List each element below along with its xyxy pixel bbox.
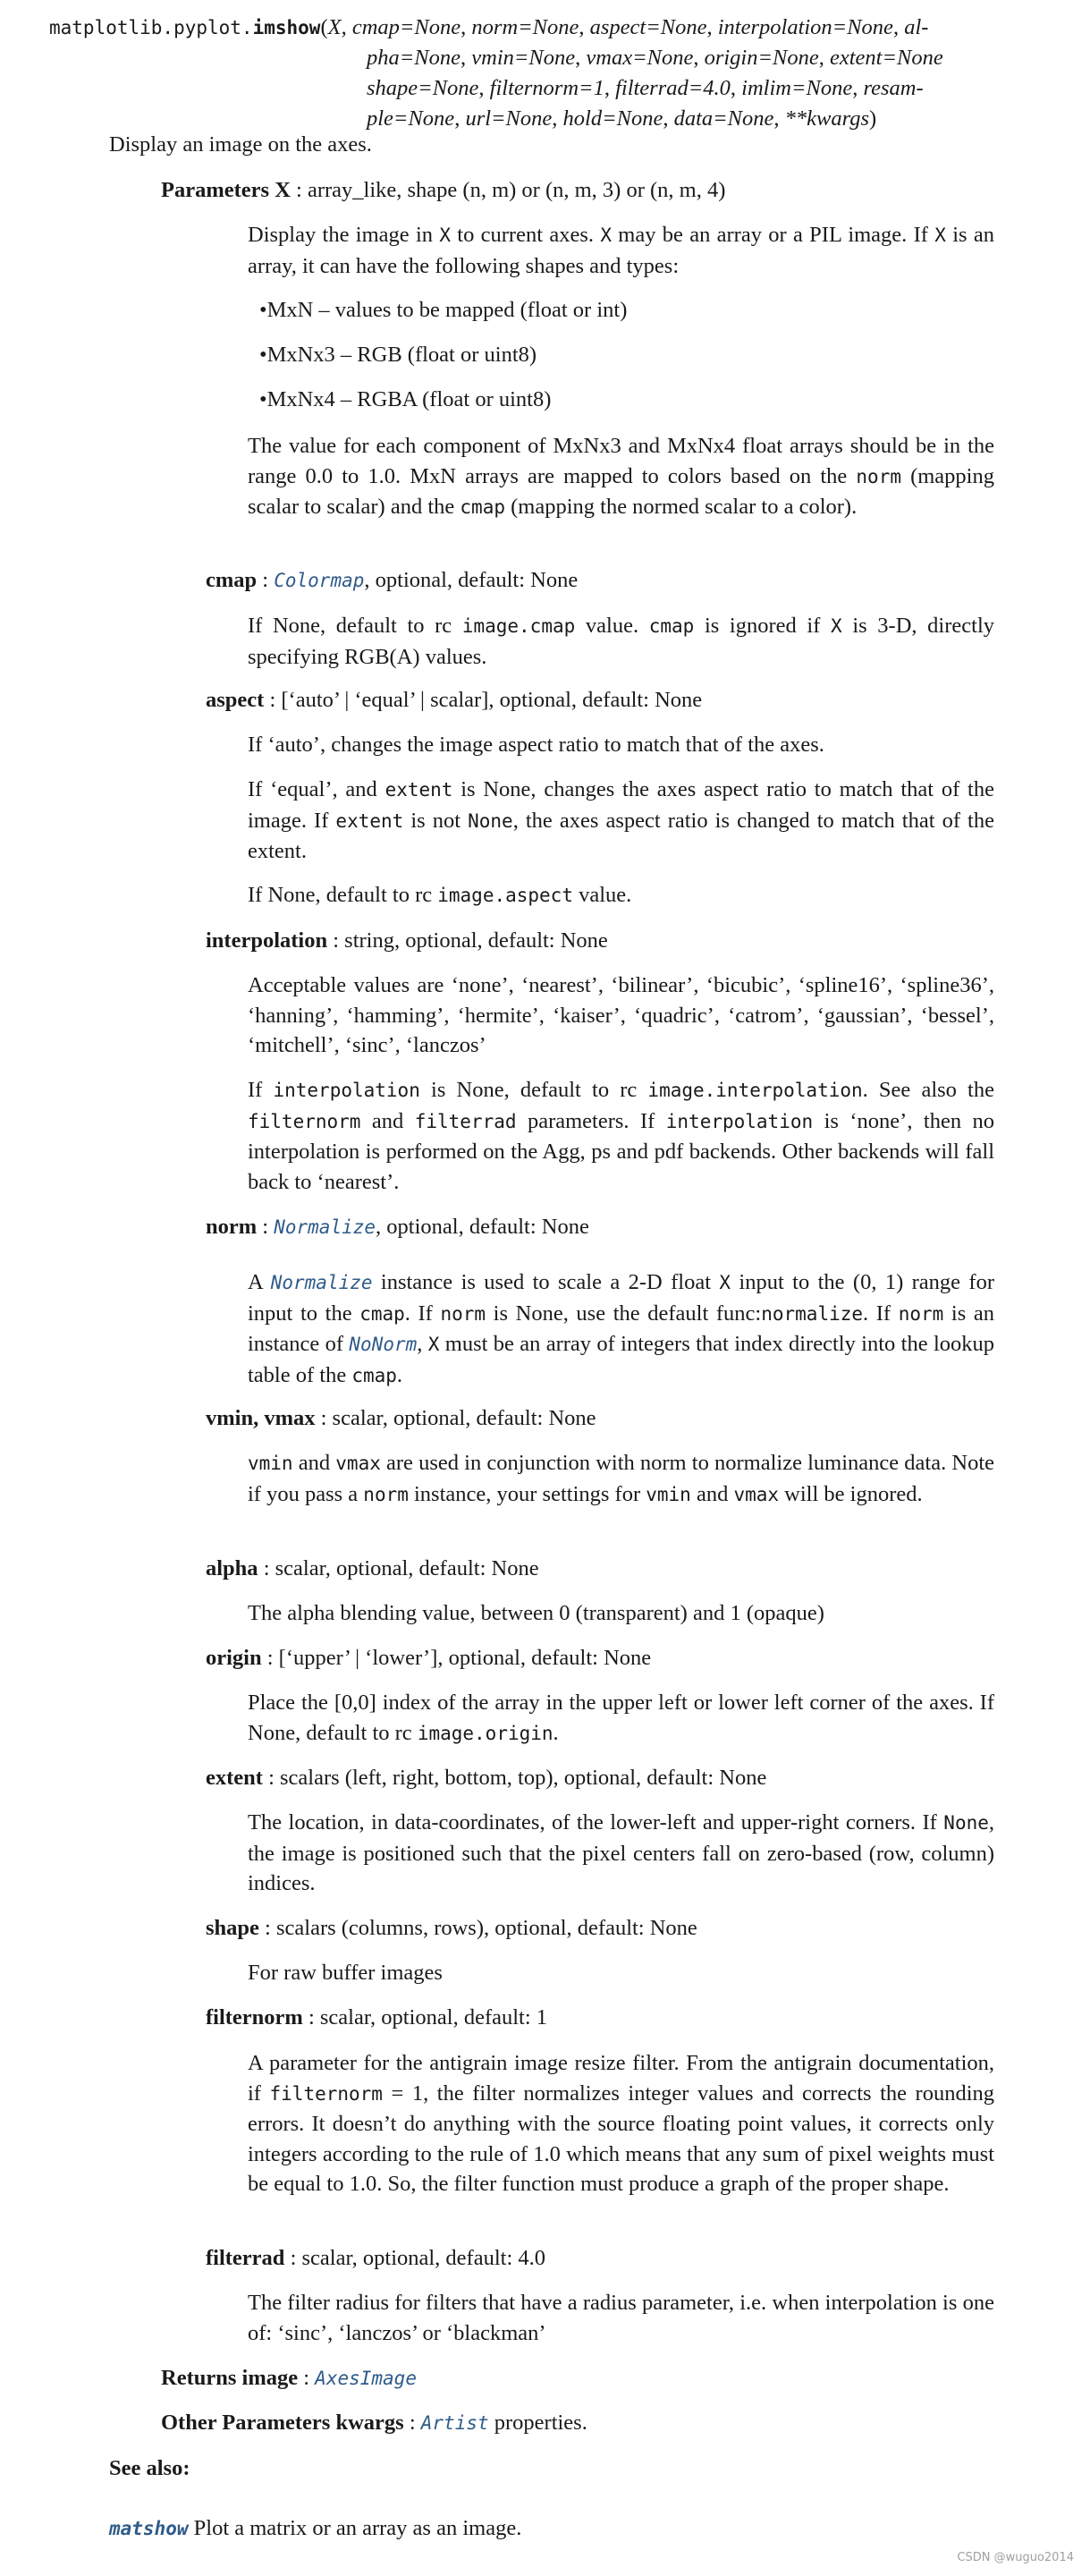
param-aspect-desc-1: If ‘auto’, changes the image aspect ratio to match that of the axes.: [248, 733, 824, 757]
param-x-desc: Display the image in X to current axes. X may be an array or a PIL image. If X is an array, it can have the following shapes and types:: [248, 223, 994, 278]
param-x-range-desc: The value for each component of MxNx3 and MxNx4 float arrays should be in the range 0.0 to 1.0. MxN arrays are mapped to colors based on the norm (mapping scalar to scalar) and the cmap (mapping the normed scalar to a color).: [248, 434, 994, 519]
nonorm-link[interactable]: NoNorm: [349, 1334, 418, 1355]
artist-link[interactable]: Artist: [420, 2412, 489, 2434]
param-vmin-vmax-header: vmin, vmax : scalar, optional, default: None: [206, 1406, 596, 1430]
param-shape-desc: For raw buffer images: [248, 1961, 443, 1985]
matshow-link[interactable]: matshow: [109, 2518, 189, 2539]
param-x-header: Parameters X : array_like, shape (n, m) or (n, m, 3) or (n, m, 4): [161, 178, 726, 202]
list-item: •MxNx4 – RGBA (float or uint8): [259, 387, 552, 411]
see-also-title: See also:: [109, 2456, 190, 2480]
param-extent-desc: The location, in data-coordinates, of the lower-left and upper-right corners. If None, the image is positioned such that the pixel centers fall on zero-based (row, column) indices.: [248, 1810, 994, 1895]
param-filternorm-header: filternorm : scalar, optional, default: 1: [206, 2005, 548, 2029]
summary: Display an image on the axes.: [109, 132, 372, 157]
param-norm-header: norm : Normalize, optional, default: None: [206, 1215, 589, 1239]
param-interpolation-desc-2: If interpolation is None, default to rc image.interpolation. See also the filternorm and filterrad parameters. If interpolation is ‘none’, then no interpolation is performed on the Agg, ps and pdf backends. Other backends will fall back to ‘nearest’.: [248, 1078, 995, 1194]
param-interpolation-desc-1: Acceptable values are ‘none’, ‘nearest’, ‘bilinear’, ‘bicubic’, ‘spline16’, ‘spline36’, ‘hanning’, ‘hamming’, ‘hermite’, ‘kaiser’, ‘quadric’, ‘catrom’, ‘gaussian’, ‘bessel’, ‘mitchell’, ‘sinc’, ‘lanczos’: [248, 973, 994, 1057]
param-cmap-desc: If None, default to rc image.cmap value. cmap is ignored if X is 3-D, directly specifying RGB(A) values.: [248, 614, 995, 669]
param-vmin-vmax-desc: vmin and vmax are used in conjunction with norm to normalize luminance data. Note if you pass a norm instance, your settings for vmin and vmax will be ignored.: [248, 1451, 995, 1506]
param-aspect-desc-2: If ‘equal’, and extent is None, changes the axes aspect ratio to match that of the image. If extent is not None, the axes aspect ratio is changed to match that of the extent.: [248, 777, 994, 863]
axesimage-link[interactable]: AxesImage: [315, 2368, 417, 2389]
param-extent-header: extent : scalars (left, right, bottom, top), optional, default: None: [206, 1766, 767, 1790]
shape-list: [259, 295, 627, 429]
sig-function-name: imshow: [252, 17, 321, 38]
param-interpolation-header: interpolation : string, optional, default: None: [206, 928, 608, 953]
param-shape-header: shape : scalars (columns, rows), optional, default: None: [206, 1916, 697, 1940]
param-filterrad-header: filterrad : scalar, optional, default: 4.0: [206, 2246, 546, 2270]
other-parameters: Other Parameters kwargs : Artist properties.: [161, 2411, 587, 2435]
param-origin-header: origin : [‘upper’ | ‘lower’], optional, default: None: [206, 1646, 652, 1670]
param-norm-desc: A Normalize instance is used to scale a 2-D float X input to the (0, 1) range for input to the cmap. If norm is None, use the default func:normalize. If norm is an instance of NoNorm, X must be an array of integers that index directly into the lookup table of the cmap.: [248, 1270, 994, 1387]
param-cmap-header: cmap : Colormap, optional, default: None: [206, 568, 579, 592]
param-alpha-desc: The alpha blending value, between 0 (transparent) and 1 (opaque): [248, 1601, 824, 1625]
function-signature: matplotlib.pyplot.imshow(X, cmap=None, norm=None, aspect=None, interpolation=None, al- pha=None, vmin=None, vmax=None, origin=None, extent=None shape=None, filternorm=1, filterrad=4.0, imlim=None, resam- ple=None, url=None, hold=None, data=None, **kwargs): [49, 15, 943, 131]
param-alpha-header: alpha : scalar, optional, default: None: [206, 1556, 539, 1580]
colormap-link[interactable]: Colormap: [274, 570, 365, 591]
watermark: CSDN @wuguo2014: [957, 2550, 1074, 2564]
list-item: •MxNx3 – RGB (float or uint8): [259, 343, 537, 367]
param-aspect-header: aspect : [‘auto’ | ‘equal’ | scalar], optional, default: None: [206, 688, 703, 712]
list-item: •MxN – values to be mapped (float or int): [259, 298, 628, 322]
param-filterrad-desc: The filter radius for filters that have a radius parameter, i.e. when interpolation is one of: ‘sinc’, ‘lanczos’ or ‘blackman’: [248, 2291, 994, 2345]
param-filternorm-desc: A parameter for the antigrain image resize filter. From the antigrain documentation, if filternorm = 1, the filter normalizes integer values and corrects the rounding errors. It doesn’t do anything with the source floating point values, it corrects only integers according to the rule of 1.0 which means that any sum of pixel weights must be equal to 1.0. So, the filter function must produce a graph of the proper shape.: [248, 2051, 995, 2196]
returns: Returns image : AxesImage: [161, 2366, 417, 2390]
see-also-item: matshow Plot a matrix or an array as an image.: [109, 2516, 522, 2540]
param-origin-desc: Place the [0,0] index of the array in the upper left or lower left corner of the axes. If None, default to rc image.origin.: [248, 1690, 994, 1745]
param-aspect-desc-3: If None, default to rc image.aspect value.: [248, 883, 632, 907]
sig-module: matplotlib.pyplot.: [49, 17, 253, 38]
normalize-link[interactable]: Normalize: [270, 1272, 373, 1293]
normalize-link[interactable]: Normalize: [274, 1216, 376, 1238]
